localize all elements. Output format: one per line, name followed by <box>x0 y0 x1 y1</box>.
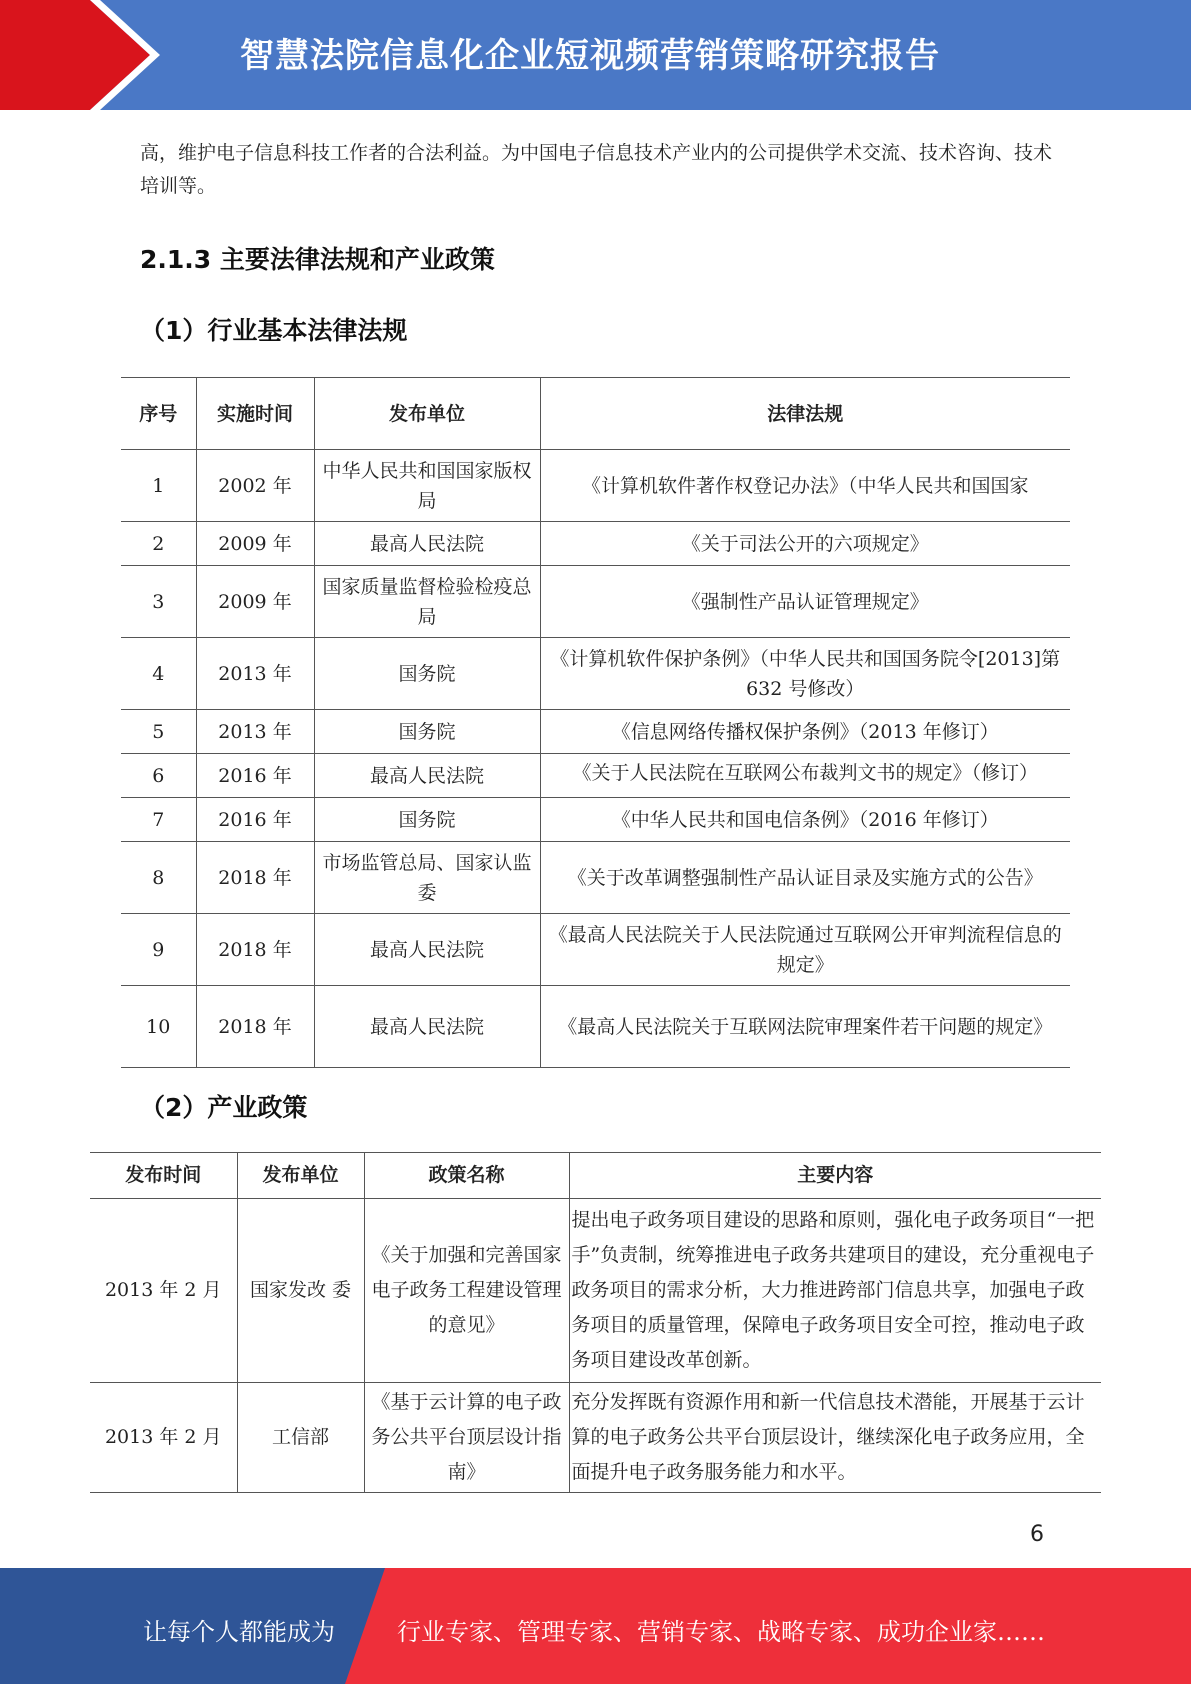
table-row <box>121 710 1070 754</box>
row-year: 2009 年 <box>196 566 314 638</box>
laws-table-header <box>121 378 1070 450</box>
page-footer <box>0 1568 1191 1684</box>
policy-table <box>90 1152 1101 1493</box>
policy-name: 《基于云计算的电子政务公共平台顶层设计指南》 <box>364 1383 569 1493</box>
row-number: 9 <box>121 914 196 986</box>
row-law: 《最高人民法院关于互联网法院审理案件若干问题的规定》 <box>540 986 1070 1068</box>
row-unit: 国务院 <box>314 710 540 754</box>
row-year: 2018 年 <box>196 842 314 914</box>
row-law: 《计算机软件保护条例》（中华人民共和国国务院令[2013]第 632 号修改） <box>540 638 1070 710</box>
header-cell: 法律法规 <box>540 378 1070 450</box>
row-unit: 国家质量监督检验检疫总局 <box>314 566 540 638</box>
table-row <box>121 986 1070 1068</box>
row-number: 1 <box>121 450 196 522</box>
table-row <box>121 450 1070 522</box>
footer-slogan-right: 行业专家、管理专家、营销专家、战略专家、成功企业家…… <box>397 1618 1045 1646</box>
row-year: 2013 年 <box>196 710 314 754</box>
row-law: 《中华人民共和国电信条例》（2016 年修订） <box>540 798 1070 842</box>
laws-table <box>121 377 1070 1068</box>
section-heading: 2.1.3 主要法律法规和产业政策 <box>140 245 495 274</box>
policy-unit: 工信部 <box>237 1383 364 1493</box>
row-unit: 最高人民法院 <box>314 522 540 566</box>
row-year: 2018 年 <box>196 986 314 1068</box>
row-law: 《信息网络传播权保护条例》（2013 年修订） <box>540 710 1070 754</box>
row-law: 《最高人民法院关于人民法院通过互联网公开审判流程信息的规定》 <box>540 914 1070 986</box>
row-number: 2 <box>121 522 196 566</box>
policy-content: 充分发挥既有资源作用和新一代信息技术潜能，开展基于云计算的电子政务公共平台顶层设计，继续深化电子政务应用，全面提升电子政务服务能力和水平。 <box>569 1383 1101 1493</box>
row-unit: 国务院 <box>314 798 540 842</box>
row-unit: 国务院 <box>314 638 540 710</box>
policy-time: 2013 年 2 月 <box>90 1383 237 1493</box>
table-row <box>121 522 1070 566</box>
policy-table-header <box>90 1153 1101 1199</box>
row-year: 2016 年 <box>196 754 314 798</box>
row-law: 《关于改革调整强制性产品认证目录及实施方式的公告》 <box>540 842 1070 914</box>
header-cell: 发布单位 <box>237 1153 364 1199</box>
header-cell: 发布单位 <box>314 378 540 450</box>
header-cell: 实施时间 <box>196 378 314 450</box>
row-unit: 最高人民法院 <box>314 914 540 986</box>
row-year: 2018 年 <box>196 914 314 986</box>
header-cell: 发布时间 <box>90 1153 237 1199</box>
row-year: 2002 年 <box>196 450 314 522</box>
row-number: 5 <box>121 710 196 754</box>
row-unit: 最高人民法院 <box>314 986 540 1068</box>
table-row <box>121 842 1070 914</box>
row-number: 10 <box>121 986 196 1068</box>
footer-slogan-left: 让每个人都能成为 <box>143 1618 335 1646</box>
row-unit: 中华人民共和国国家版权局 <box>314 450 540 522</box>
header-cell: 序号 <box>121 378 196 450</box>
page-number: 6 <box>1030 1522 1044 1547</box>
page-header <box>0 0 1191 110</box>
row-law: 《关于人民法院在互联网公布裁判文书的规定》（修订） <box>572 761 1038 784</box>
subheading-policy: （2）产业政策 <box>140 1093 308 1122</box>
header-red-chevron <box>0 0 160 110</box>
row-number: 7 <box>121 798 196 842</box>
row-law: 《强制性产品认证管理规定》 <box>540 566 1070 638</box>
row-unit: 市场监管总局、国家认监委 <box>314 842 540 914</box>
row-law-cell <box>540 754 1070 798</box>
row-year: 2016 年 <box>196 798 314 842</box>
table-row <box>90 1199 1101 1383</box>
row-law: 《计算机软件著作权登记办法》（中华人民共和国国家 <box>540 450 1070 522</box>
row-number: 3 <box>121 566 196 638</box>
table-row <box>121 798 1070 842</box>
header-title: 智慧法院信息化企业短视频营销策略研究报告 <box>240 36 940 76</box>
table-row <box>121 754 1070 798</box>
subheading-laws: （1）行业基本法律法规 <box>140 316 408 345</box>
policy-content: 提出电子政务项目建设的思路和原则，强化电子政务项目“一把手”负责制，统筹推进电子政务共建项目的建设，充分重视电子政务项目的需求分析，大力推进跨部门信息共享，加强电子政务项目的质量管理，保障电子政务项目安全可控，推动电子政务项目建设改革创新。 <box>569 1199 1101 1383</box>
header-cell: 政策名称 <box>364 1153 569 1199</box>
row-number: 8 <box>121 842 196 914</box>
row-year: 2009 年 <box>196 522 314 566</box>
header-cell: 主要内容 <box>569 1153 1101 1199</box>
row-number: 6 <box>121 754 196 798</box>
row-number: 4 <box>121 638 196 710</box>
table-row <box>90 1383 1101 1493</box>
row-law: 《关于司法公开的六项规定》 <box>540 522 1070 566</box>
table-row <box>121 914 1070 986</box>
policy-unit: 国家发改 委 <box>237 1199 364 1383</box>
table-row <box>121 566 1070 638</box>
row-unit: 最高人民法院 <box>314 754 540 798</box>
row-year: 2013 年 <box>196 638 314 710</box>
table-row <box>121 638 1070 710</box>
policy-name: 《关于加强和完善国家电子政务工程建设管理的意见》 <box>364 1199 569 1383</box>
policy-time: 2013 年 2 月 <box>90 1199 237 1383</box>
intro-paragraph: 高，维护电子信息科技工作者的合法利益。为中国电子信息技术产业内的公司提供学术交流、技术咨询、技术培训等。 <box>140 142 1053 197</box>
